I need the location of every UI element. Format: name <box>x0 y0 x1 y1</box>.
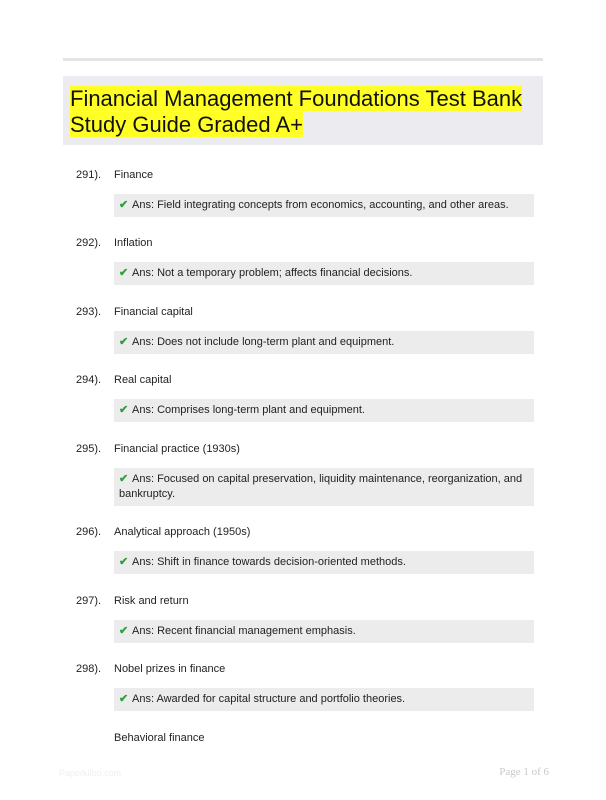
question-term: Financial capital <box>114 306 193 318</box>
watermark-text: Paperkilbo.com <box>59 768 122 778</box>
answer-text: Ans: Focused on capital preservation, liquidity maintenance, reorganization, and bankruptcy. <box>119 473 523 500</box>
question-term: Inflation <box>114 237 153 249</box>
check-icon: ✔ <box>119 625 129 637</box>
answer-box <box>114 620 534 643</box>
check-icon: ✔ <box>119 336 129 348</box>
answer-box <box>114 194 534 217</box>
answer-text: Ans: Does not include long-term plant and equipment. <box>132 336 395 348</box>
question-term: Behavioral finance <box>114 732 205 744</box>
question-number: 292). <box>76 237 102 249</box>
question-term: Nobel prizes in finance <box>114 663 226 675</box>
question-number: 298). <box>76 663 102 675</box>
question-term: Financial practice (1930s) <box>114 443 240 455</box>
check-icon: ✔ <box>119 556 129 568</box>
question-number: 295). <box>76 443 102 455</box>
check-icon: ✔ <box>119 693 129 705</box>
answer-box <box>114 399 534 422</box>
question-number: 297). <box>76 595 102 607</box>
answer-text: Ans: Shift in finance towards decision-oriented methods. <box>132 556 406 568</box>
answer-box <box>114 551 534 574</box>
question-number: 294). <box>76 374 102 386</box>
top-divider <box>63 58 543 61</box>
answer-text: Ans: Recent financial management emphasis. <box>132 625 356 637</box>
answer-box <box>114 262 534 285</box>
question-term: Analytical approach (1950s) <box>114 526 251 538</box>
answer-text: Ans: Field integrating concepts from economics, accounting, and other areas. <box>132 199 509 211</box>
answer-text: Ans: Not a temporary problem; affects financial decisions. <box>132 267 413 279</box>
answer-text: Ans: Awarded for capital structure and portfolio theories. <box>132 693 406 705</box>
question-number: 293). <box>76 306 102 318</box>
check-icon: ✔ <box>119 267 129 279</box>
page-indicator: Page 1 of 6 <box>499 766 549 778</box>
question-number: 291). <box>76 169 102 181</box>
answer-text: Ans: Comprises long-term plant and equipment. <box>132 404 365 416</box>
question-term: Risk and return <box>114 595 189 607</box>
question-term: Finance <box>114 169 154 181</box>
check-icon: ✔ <box>119 199 129 211</box>
answer-box <box>114 688 534 711</box>
answer-box <box>114 468 534 506</box>
check-icon: ✔ <box>119 404 129 416</box>
page-title: Financial Management Foundations Test Bank Study Guide Graded A+ <box>70 86 523 137</box>
question-number: 296). <box>76 526 102 538</box>
answer-box <box>114 331 534 354</box>
check-icon: ✔ <box>119 473 129 485</box>
question-term: Real capital <box>114 374 172 386</box>
